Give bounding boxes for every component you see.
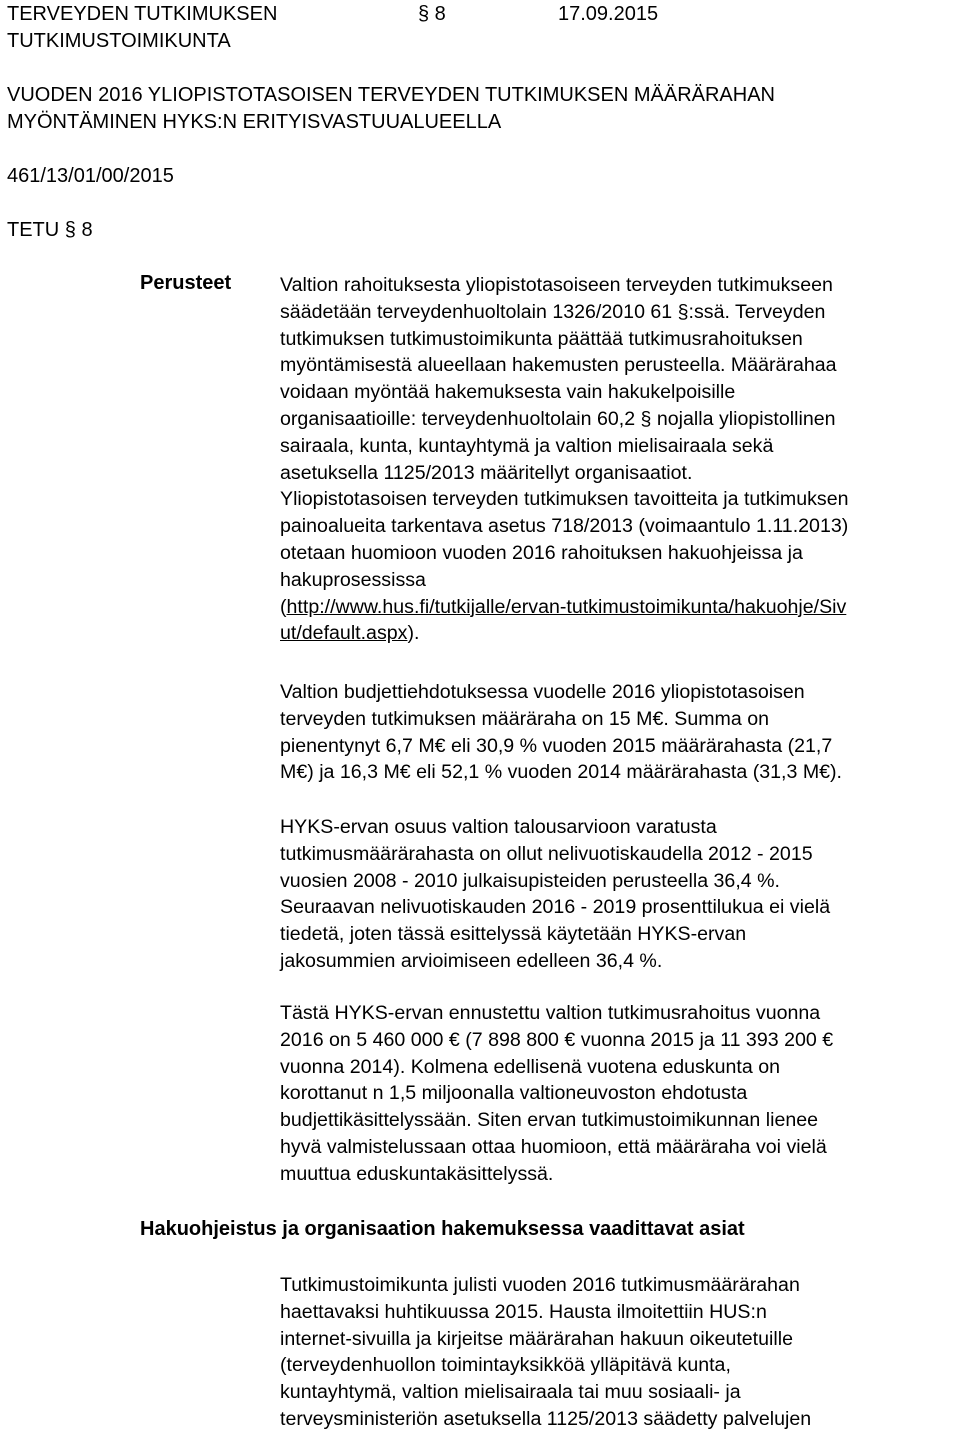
text-line: painoalueita tarkentava asetus 718/2013 (voimaantulo 1.11.2013) bbox=[280, 515, 849, 538]
text-line: Tästä HYKS-ervan ennustettu valtion tutkimusrahoitus vuonna bbox=[280, 1002, 821, 1024]
text-line: myöntämisestä alueellaan hakemusten perusteella. Määrärahaa bbox=[280, 354, 837, 377]
text-line: internet-sivuilla ja kirjeitse määrärahan hakuun oikeutetuille bbox=[280, 1327, 793, 1350]
hakuohje-link-line-2 bbox=[280, 620, 956, 647]
text-line: Valtion budjettiehdotuksessa vuodelle 2016 yliopistotasoisen bbox=[280, 681, 805, 703]
text-line: hakuprosessissa bbox=[280, 568, 426, 591]
header-date: 17.09.2015 bbox=[558, 3, 659, 25]
header-section-number: § 8 bbox=[418, 3, 446, 25]
text-line: kuntayhtymä, valtion mielisairaala tai muu sosiaali- ja bbox=[280, 1381, 741, 1404]
text-line: tiedetä, joten tässä esittelyssä käytetään HYKS-ervan bbox=[280, 923, 747, 946]
text-line: Tutkimustoimikunta julisti vuoden 2016 tutkimusmäärärahan bbox=[280, 1274, 800, 1296]
text-line: tutkimuksen tutkimustoimikunta päättää tutkimusrahoituksen bbox=[280, 327, 803, 350]
text-line: Seuraavan nelivuotiskauden 2016 - 2019 prosenttilukua ei vielä bbox=[280, 896, 831, 919]
header-organization-line2: TUTKIMUSTOIMIKUNTA bbox=[7, 30, 231, 52]
text-line: M€) ja 16,3 M€ eli 52,1 % vuoden 2014 määrärahasta (31,3 M€). bbox=[280, 761, 842, 784]
text-line: Yliopistotasoisen terveyden tutkimuksen tavoitteita ja tutkimuksen bbox=[280, 488, 849, 511]
text-line: asetuksella 1125/2013 määritellyt organisaatiot. bbox=[280, 461, 693, 484]
hakuohje-link-line-1 bbox=[280, 594, 956, 621]
text-line: säädetään terveydenhuoltolain 1326/2010 61 §:ssä. Terveyden bbox=[280, 300, 826, 323]
text-line: otetaan huomioon vuoden 2016 rahoituksen hakuohjeissa ja bbox=[280, 541, 803, 564]
text-line: jakosummien arvioimiseen edelleen 36,4 %. bbox=[280, 949, 663, 972]
record-number: 461/13/01/00/2015 bbox=[7, 165, 174, 187]
perusteet-paragraph-2 bbox=[280, 679, 956, 786]
hakuohje-link-part-2[interactable]: ut/default.aspx bbox=[280, 622, 408, 645]
text-line: sairaala, kunta, kuntayhtymä ja valtion mielisairaala sekä bbox=[280, 434, 774, 457]
text-line: voidaan myöntää hakemuksesta vain hakukelpoisille bbox=[280, 381, 736, 404]
perusteet-paragraph-3 bbox=[280, 814, 956, 975]
perusteet-label: Perusteet bbox=[140, 272, 232, 294]
text-line: vuonna 2014). Kolmena edellisenä vuotena eduskunta on bbox=[280, 1055, 781, 1078]
hakuohje-link-part-1[interactable]: http://www.hus.fi/tutkijalle/ervan-tutkimustoimikunta/hakuohje/Siv bbox=[286, 595, 847, 618]
text-line: haettavaksi huhtikuussa 2015. Hausta ilmoitettiin HUS:n bbox=[280, 1300, 767, 1323]
text-line: Valtion rahoituksesta yliopistotasoiseen terveyden tutkimukseen bbox=[280, 274, 833, 296]
perusteet-paragraph-4 bbox=[280, 1000, 956, 1188]
text-line: vuosien 2008 - 2010 julkaisupisteiden perusteella 36,4 %. bbox=[280, 869, 780, 892]
hakuohjeistus-paragraph-1 bbox=[280, 1272, 956, 1433]
text-line: pienentynyt 6,7 M€ eli 30,9 % vuoden 2015 määrärahasta (21,7 bbox=[280, 734, 833, 757]
text-line: organisaatioille: terveydenhuoltolain 60,2 § nojalla yliopistollinen bbox=[280, 407, 836, 430]
document-title-line2: MYÖNTÄMINEN HYKS:N ERITYISVASTUUALUEELLA bbox=[7, 111, 502, 133]
text-line: HYKS-ervan osuus valtion talousarvioon varatusta bbox=[280, 816, 717, 838]
text-line: muuttua eduskuntakäsittelyssä. bbox=[280, 1162, 554, 1185]
text-line: budjettikäsittelyssään. Siten ervan tutkimustoimikunnan lienee bbox=[280, 1109, 819, 1132]
tetu-section: TETU § 8 bbox=[7, 219, 93, 241]
text-line: terveyden tutkimuksen määräraha on 15 M€. Summa on bbox=[280, 707, 770, 730]
perusteet-paragraph-1 bbox=[280, 272, 956, 647]
text-line: korottanut n 1,5 miljoonalla valtioneuvoston ehdotusta bbox=[280, 1082, 748, 1105]
text-line: (terveydenhuollon toimintayksikköä ylläpitävä kunta, bbox=[280, 1354, 731, 1377]
text-line: hyvä valmistelussaan ottaa huomioon, että määräraha voi vielä bbox=[280, 1135, 827, 1158]
text-line: 2016 on 5 460 000 € (7 898 800 € vuonna 2015 ja 11 393 200 € bbox=[280, 1028, 834, 1051]
text-line: tutkimusmäärärahasta on ollut nelivuotiskaudella 2012 - 2015 bbox=[280, 842, 813, 865]
text-line: terveysministeriön asetuksella 1125/2013 säädetty palvelujen bbox=[280, 1407, 812, 1430]
paren-open: ( bbox=[280, 595, 287, 618]
document-title-line1: VUODEN 2016 YLIOPISTOTASOISEN TERVEYDEN TUTKIMUKSEN MÄÄRÄRAHAN bbox=[7, 84, 775, 106]
paren-close: ). bbox=[407, 622, 420, 645]
hakuohjeistus-heading: Hakuohjeistus ja organisaation hakemuksessa vaadittavat asiat bbox=[140, 1218, 745, 1240]
header-organization-line1: TERVEYDEN TUTKIMUKSEN bbox=[7, 3, 278, 25]
